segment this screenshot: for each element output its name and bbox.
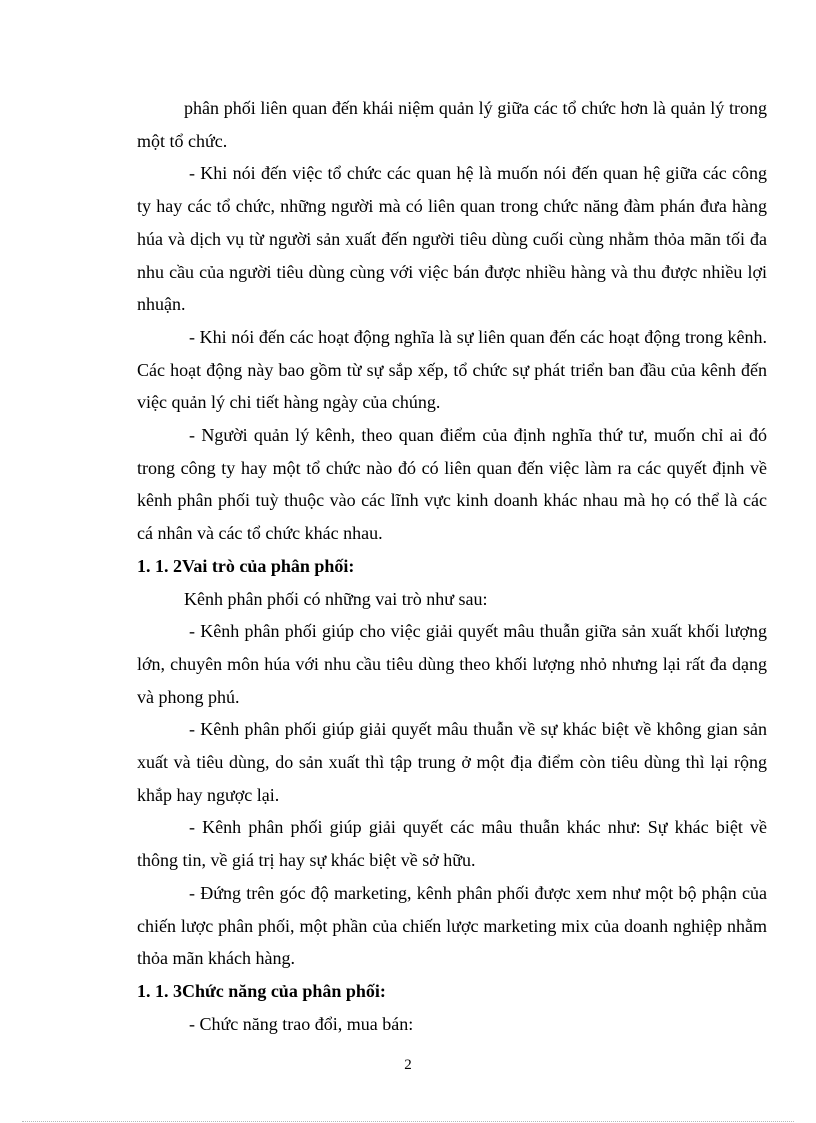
section-heading-functions: 1. 1. 3Chức năng của phân phối:	[137, 980, 386, 1001]
paragraph-intro: phân phối liên quan đến khái niệm quản lý giữa các tổ chức hơn là quản lý trong một tổ chức.	[137, 98, 767, 151]
page-bottom-divider	[22, 1121, 794, 1122]
role-item-2: - Kênh phân phối giúp giải quyết mâu thuẫn về sự khác biệt về không gian sản xuất và tiêu dùng, do sản xuất thì tập trung ở một địa điểm còn tiêu dùng thì lại rộng khắp hay ngược lại.	[137, 719, 767, 805]
page-number: 2	[404, 1057, 412, 1073]
role-item-4: - Đứng trên góc độ marketing, kênh phân phối được xem như một bộ phận của chiến lược phân phối, một phần của chiến lược marketing mix của doanh nghiệp nhằm thỏa mãn khách hàng.	[137, 882, 767, 969]
role-item-1: - Kênh phân phối giúp cho việc giải quyết mâu thuẫn giữa sản xuất khối lượng lớn, chuyên môn húa với nhu cầu tiêu dùng theo khối lượng nhỏ nhưng lại rất đa dạng và phong phú.	[137, 621, 767, 707]
body-text	[137, 92, 767, 1040]
role-item-3: - Kênh phân phối giúp giải quyết các mâu thuẫn khác như: Sự khác biệt về thông tin, về giá trị hay sự khác biệt về sở hữu.	[137, 817, 767, 871]
section-role-intro: Kênh phân phối có những vai trò như sau:	[184, 588, 488, 609]
section-heading-role: 1. 1. 2Vai trò của phân phối:	[137, 555, 355, 576]
paragraph-channel-manager: - Người quản lý kênh, theo quan điểm của định nghĩa thứ tư, muốn chỉ ai đó trong công ty hay một tổ chức nào đó có liên quan đến việc làm ra các quyết định về kênh phân phối tuỳ thuộc vào các lĩnh vực kinh doanh khác nhau mà họ có thể là các cá nhân và các tổ chức khác nhau.	[137, 425, 767, 544]
function-item-1: - Chức năng trao đổi, mua bán:	[189, 1013, 414, 1034]
paragraph-activities: - Khi nói đến các hoạt động nghĩa là sự liên quan đến các hoạt động trong kênh. Các hoạt động này bao gồm từ sự sắp xếp, tổ chức sự phát triển ban đầu của kênh đến việc quản lý chi tiết hàng ngày của chúng.	[137, 326, 767, 413]
paragraph-relations: - Khi nói đến việc tổ chức các quan hệ là muốn nói đến quan hệ giữa các công ty hay các tổ chức, những người mà có liên quan trong chức năng đàm phán đưa hàng húa và dịch vụ từ người sản xuất đến người tiêu dùng cuối cùng nhằm thỏa mãn tối đa nhu cầu của người tiêu dùng cùng với việc bán được nhiều hàng và thu được nhiều lợi nhuận.	[137, 163, 767, 315]
